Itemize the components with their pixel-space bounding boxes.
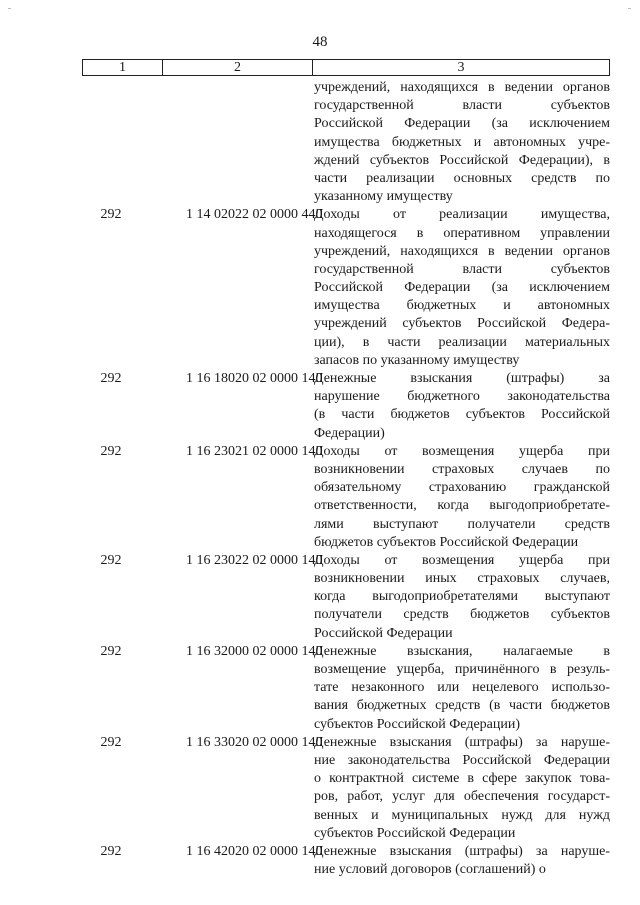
- description-cell: [312, 206, 610, 370]
- description-line: Денежные взыскания, налагаемые в: [314, 643, 610, 659]
- table-row: [82, 206, 610, 370]
- description-line: получатели средств бюджетов субъектов: [314, 607, 610, 623]
- description-line: имущества бюджетных и автономных учре-: [314, 134, 610, 150]
- table-row: [82, 843, 610, 879]
- description-line: учреждений, находящихся в ведении органов: [314, 80, 610, 95]
- description-line: ответственности, когда выгодоприобретате-: [314, 498, 610, 514]
- header-col-3: 3: [457, 60, 465, 75]
- description-line: ции), в части реализации материальных: [314, 334, 610, 350]
- scan-speck: [628, 8, 631, 9]
- description-line: возмещение ущерба, причинённого в резуль-: [314, 662, 610, 677]
- admin-code-cell: 292: [100, 643, 122, 659]
- income-codes-table: [82, 79, 610, 879]
- description-line: ние законодательства Российской Федерации: [314, 752, 610, 768]
- table-row: [82, 552, 610, 643]
- admin-code-cell: [82, 79, 162, 206]
- description-line: Доходы от возмещения ущерба при: [314, 552, 610, 568]
- table-row: [82, 443, 610, 552]
- admin-code-cell: 292: [100, 552, 122, 568]
- description-line: нарушение бюджетного законодательства: [314, 389, 610, 405]
- description-cell: [312, 443, 610, 552]
- table-row: [82, 643, 610, 734]
- description-line: ров, работ, услуг для обеспечения государст-: [314, 789, 610, 805]
- description-line: (в части бюджетов субъектов Российской: [314, 407, 610, 423]
- description-line: обязательному страхованию гражданской: [314, 480, 610, 496]
- description-cell: [312, 552, 610, 643]
- description-line: государственной власти субъектов: [314, 261, 610, 277]
- description-cell: [312, 643, 610, 734]
- description-line: когда выгодоприобретателями выступают: [314, 589, 610, 605]
- description-line: учреждений субъектов Российской Федера-: [314, 316, 610, 332]
- budget-code-cell: [162, 79, 312, 206]
- page-number: 48: [312, 34, 328, 50]
- description-line: ние условий договоров (соглашений) о: [314, 862, 546, 878]
- description-line: возникновении страховых случаев по: [314, 461, 610, 477]
- description-line: находящегося в оперативном управлении: [314, 225, 610, 241]
- description-line: Денежные взыскания (штрафы) за наруше-: [314, 734, 610, 750]
- description-line: бюджетов субъектов Российской Федерации: [314, 534, 579, 550]
- description-line: указанному имуществу: [314, 189, 453, 205]
- description-line: запасов по указанному имуществу: [314, 352, 520, 368]
- table-row: [82, 734, 610, 843]
- description-line: субъектов Российской Федерации: [314, 825, 516, 841]
- description-cell: [312, 370, 610, 443]
- description-line: Денежные взыскания (штрафы) за наруше-: [314, 843, 610, 859]
- budget-code-cell: 1 16 18020 02 0000 140: [186, 371, 323, 386]
- description-line: государственной власти субъектов: [314, 98, 610, 114]
- description-line: Российской Федерации (за исключением: [314, 280, 610, 296]
- description-line: о контрактной системе в сфере закупок това-: [314, 771, 610, 787]
- budget-code-cell: 1 14 02022 02 0000 440: [186, 207, 323, 223]
- description-line: учреждений, находящихся в ведении органов: [314, 243, 610, 259]
- description-line: лями выступают получатели средств: [314, 516, 610, 532]
- budget-code-cell: 1 16 42020 02 0000 140: [186, 843, 323, 859]
- table-row: [82, 79, 610, 206]
- description-line: ждений субъектов Российской Федерации), в: [314, 152, 610, 168]
- budget-code-cell: 1 16 32000 02 0000 140: [186, 643, 323, 659]
- table-row: [82, 370, 610, 443]
- description-line: Российской Федерации (за исключением: [314, 116, 610, 132]
- description-line: части реализации основных средств по: [314, 170, 610, 186]
- admin-code-cell: 292: [100, 734, 122, 750]
- description-line: субъектов Российской Федерации): [314, 716, 521, 732]
- description-line: возникновении иных страховых случаев,: [314, 571, 610, 587]
- description-line: Федерации): [314, 425, 385, 441]
- admin-code-cell: 292: [100, 443, 122, 459]
- admin-code-cell: 292: [100, 207, 122, 223]
- admin-code-cell: 292: [100, 371, 122, 386]
- description-cell: [312, 843, 610, 879]
- description-line: имущества бюджетных и автономных: [314, 298, 610, 314]
- description-line: вания бюджетных средств (в части бюджетов: [314, 698, 610, 714]
- budget-code-cell: 1 16 33020 02 0000 140: [186, 734, 323, 750]
- description-line: Денежные взыскания (штрафы) за: [314, 371, 610, 386]
- description-line: Доходы от реализации имущества,: [314, 207, 610, 223]
- table-header: [82, 59, 610, 76]
- description-line: венных и муниципальных нужд для нужд: [314, 807, 610, 823]
- budget-code-cell: 1 16 23021 02 0000 140: [186, 443, 323, 459]
- description-cell: [312, 79, 610, 206]
- header-col-1: 1: [83, 60, 163, 75]
- description-line: Российской Федерации: [314, 625, 453, 641]
- description-line: Доходы от возмещения ущерба при: [314, 443, 610, 459]
- description-line: тате незаконного или нецелевого использо-: [314, 680, 610, 696]
- scan-speck: [8, 8, 11, 9]
- description-cell: [312, 734, 610, 843]
- header-col-2: 2: [163, 60, 313, 75]
- admin-code-cell: 292: [100, 843, 122, 859]
- budget-code-cell: 1 16 23022 02 0000 140: [186, 552, 323, 568]
